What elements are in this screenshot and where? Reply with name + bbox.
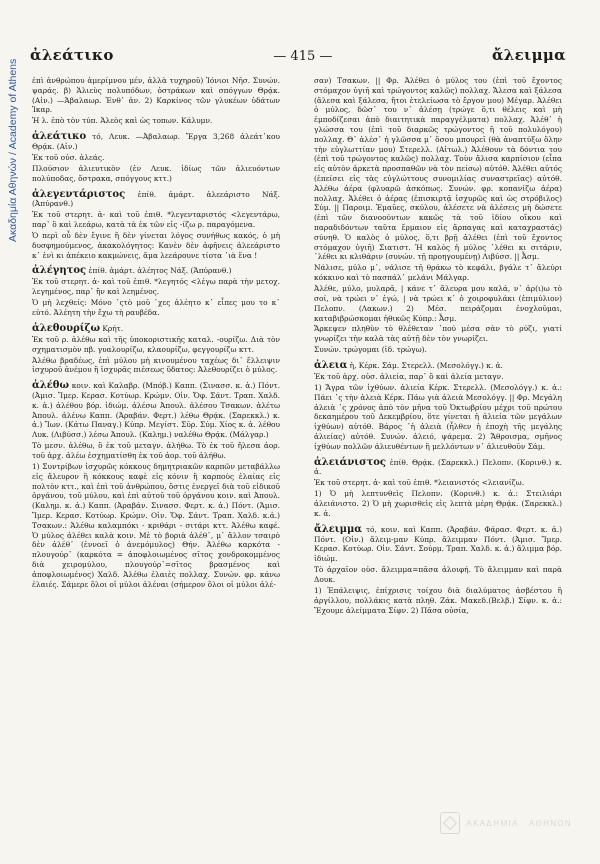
verse: Ἄρκεψεν πληθὺν τὸ θλέθεταν ᾽πού μέσα σὰν τὸ ρύζι, γιατί γνωρίζει τὴν καλὰ τὰς αὐτῇ δὲν τὸν γνωρίζει. <box>314 324 562 344</box>
lemma-word: ἀλειάνιστος <box>314 456 386 468</box>
paragraph: Ὁ μὴ λεχθείς: Μόνο ᾽ςτὸ μοῦ ᾽χες ἀλέητο κ᾽ εἶπες μου το κ᾽ εὐτό. Ἀλέητη τὴν ἔχω τὴ ραυβέδα. <box>32 298 280 318</box>
entry-headline: ἀλεια ἡ, Κέρκ. Σάμ. Στερελλ. (Μεσολόγγ.) κ. ἀ. <box>314 360 503 372</box>
entry-headline: ἀλεγεντάριστος ἐπίθ. ἀμάρτ. ἀλεεάριστο Νάξ. (Ἀπύρανθ.) <box>32 188 280 209</box>
lemma-word: ἀλεάτικο <box>32 131 87 143</box>
lemma-word: ἀλέγητος <box>32 265 87 277</box>
paragraph: Ἐκ τοῦ οὐσ. ἀλεάς. <box>32 152 105 162</box>
paragraph: σαν) Τσακων. || Φρ. Ἀλέθει ὁ μύλος του (ἐπὶ τοῦ ἔχοντος στόμαχον ὑγιῆ καὶ τρώγοντος καλῶς) πολλαχ. Ἄλεσα καὶ ξάλεσα (ἄλεσα καὶ ξάλεσα, ἤτοι ἐτελείωσα τὸ ἔργον μου) Μέγαρ. Ἀλέθει ὁ μύλος, δῶσ᾽ του ν᾽ ἀλέσῃ (τρώγε ὅ,τι θέλεις καὶ μὴ ἐμποδίζεσαι ἀπὸ διαιτητικὰ παραγγέλματα) πολλαχ. Ἀλέθ᾽ ἡ γλώσσα του (ἐπὶ τοῦ διαρκῶς τρώγοντος ἢ τοῦ πολυλόγου) πολλαχ. Θ᾽ ἀλέσ᾽ ἡ γλῶσσα μ᾽ ὅσου μπουρεῖ (θὰ ἀναπτύξω ὅλην τὴν εὐγλωττίαν μου) Στερελλ. (Αἰτωλ.) Ἀλέθουν τὰ δόντια του (ἐπὶ τοῦ τρώγοντος καλῶς) πολλαχ. Τοὺν ἄλισα καρπίσιον (εἶπα εἰς αὐτὸν ἀρκετὰ προσπαθῶν νὰ τὸν πείσω) αὐτόθ. Ἀλέθει αὐτός (ἐπείσει εἰς τὰς εὐγλώττους συνομιλίας συναστρεῖας) αὐτόθ. Ἀλέθω ἀέρα (φλυαρῶ ἀσκόπως. Συνών. φρ. κοπανίζω ἀέρα) πολλαχ. Ἀλέθει ὁ ἀέρας (ἐπισκιρτᾷ ἰσχυρῶς καὶ ὡς στρόβιλος) Σύμ. || Παροιμ. Ἐμαῦες, σκύλου, ἀλέσετε νὰ ἀλέσεις μὴ δώσετε (ἐπὶ τῶν διανοούντων κακῶς τὰ τοῦ ἰδίου οἴκου καὶ παραδιδόντων ταῦτα ἔρμαιον εἰς ἅρπαγας καὶ καταχραστάς) σύνηθ. Ὁ καλὸς ὁ μύλος, ὅ,τι βρῇ ἀλέθει (ἐπὶ τοῦ ἔχοντος στόμαχον ὑγιῆ) Σιατιστ. Ἡ καλὸς ἡ μύλος ᾽λέθει κι σιτάριν, ᾽λέθει κι κλιθάριν (συνών. τῇ προηγουμένῃ) Λιβύσσ. || Ἆσμ. <box>314 76 562 262</box>
lemma-word: ἀλεια <box>314 360 348 372</box>
paragraph: Τὸ ἀρχαῖον οὐσ. ἄλειμμα=πᾶσα ἀλοιφή. Τὸ ἄλειμμαν καὶ παρὰ Δουκ. <box>314 565 562 584</box>
entry-headline: ἀλέγητος ἐπίθ. ἀμάρτ. ἀλέητος Νάξ. (Ἀπύρανθ.) <box>32 265 232 277</box>
paragraph: Ἐκ τοῦ στερητ. ἀ- καὶ τοῦ ἐπιθ. *λειανιστός <λειανίζω. <box>314 478 525 488</box>
verse: Ἀλέθε, μύλο, μυλαρᾶ, | κάνε τ᾽ ἄλευρα μου καλά, ν᾽ ἀρ(ι)ω τὸ σοί, νὰ τρώει ν᾽ ἐγώ, | νὰ τρώει κ᾽ ὁ χοιροφυλάκι (ἐπιμύλιον) Πελοπν. (Λακων.) 2) Μέσ. πειράζομαι ἐνοχλοῦμαι, καταβιβρώσκομαι ἠθικῶς Κύπρ.: Ἆσμ. <box>314 284 562 323</box>
academy-watermark <box>440 806 572 840</box>
lemma-word: ἀλεγεντάριστος <box>32 188 126 200</box>
paragraph: 1) Ἄγρα τῶν ἰχθύων. ἁλιεία Κέρκ. Στερελλ. (Μεσολόγγ.) κ. ἀ.: Πάει ᾽ς τὴν ἁλειὰ Κέρκ. Πάω γιὰ ἁλειὰ Μεσολόγγ. || Φρ. Μεγάλη ἁλειὰ ᾽ς χρόνος ἀπὸ τὸν μῆνα τοῦ Ὀκτωβρίου μέχρι τοῦ πρώτου δεκαημέρου τοῦ Δεκεμβρίου, ὅτε γίνεται ἡ ἁλιεία τῶν μεγάλων ἰχθύων) αὐτόθ. Βάρος ᾽ἡ ἁλειὰ (ἦλθεν ἡ ἐποχὴ τῆς μεγάλης ἁλιείας) αὐτόθ. Συνών. ἁλειό, ψάρεμα. 2) Ἄθροισμα, σμῆνος ἰχθύων πολλῶν ἀλιευθέντων ἢ μελλόντων ν᾽ ἀλιευθοῦν Σάμ. <box>314 383 562 451</box>
side-link-academy[interactable]: Ακαδημία Αθηνών / Academy of Athens <box>7 58 19 242</box>
paragraph: Πλούσιον ἀλιευτικὸν (ἐν Λευκ. ἰδίως τῶν ἀλιευόντων πολύποδας, ὄστρακα, σπόγγους κττ.) <box>32 163 280 183</box>
left-column <box>32 76 280 800</box>
paragraph: 1) Ἐπάλειψις, ἐπίχρισις τοίχου διὰ διαλύματος ἀσβέστου ἢ ἀργίλλου, πολλάκις κατὰ πληθ. Ζάκ. Μακεδ.(Βελβ.) Σίφν. κ. ἀ.: Ἔχουμε ἀλείμματα Σίφν. 2) Πᾶσα οὐσία, <box>314 585 562 615</box>
lemma-word: ἀλεθουρίζω <box>32 322 100 334</box>
paragraph: 1) Συντρίβων ἰσχυρῶς κόκκους δημητριακῶν καρπῶν μεταβάλλω εἰς ἄλευρον ἢ κόκκους καφὲ εἰς κόνιν ἢ καρποὺς ἐλαίας εἰς πολτὸν κττ., καὶ ἐπὶ τοῦ ἀνθρώπου, ὅστις ἐνεργεῖ διὰ τοῦ εἰδικοῦ ὀργάνου, τοῦ μύλου, καὶ ἐπὶ αὐτοῦ τοῦ ὀργάνου κοιν. καὶ Ἀπουλ. (Καλημ. κ. ἀ.) Καππ. (Ἀραβάν. Σινασσ. Φερτ. κ. ἀ.) Πόντ. (Ἀμισ. Ἴμερ. Κερασ. Κοτύωρ. Κρώμν. Οἰν. Ὄφ. Σάντ. Τραπ. Χαλδ. κ.ἀ.) Τσακων.: Ἀλέθω καλαμπόκι - κριθάρι - σιτάρι κττ. Ἀλέθω καφέ. Ὁ μύλος ἀλέθει καλὰ κοιν. Μὲ τὸ βοριὰ ἀλέθ᾽, μ᾽ ἄλλον τσαιρὸ δὲν ἀλέθ᾽ (ἐννοεῖ ὁ ἀνεμόμυλος) Θήν. Ἀλέθω καρκότα - πλουγούρ᾽ (καρκότα = ἀποφλοιωμένος σῖτος χονδροκομμένος διὰ χειρομύλου, πλουγούρ᾽=σῖτος βρασμένος καὶ ἀποφλοιωμένος) Χαλδ. Ἀλέθω ἐλαιὲς πολλαχ. Συνών. φρ. κάνω ἐλαιές. Σάμερε ὅλοι οἱ μύλοι ἀλέναι (σήμερον ὅλοι οἱ μύλοι ἀλέ- <box>32 461 280 589</box>
entry-headline: ἀλεθουρίζω Κρήτ. <box>32 322 124 334</box>
entry-headline: ἀλέθω κοιν. καὶ Καλαβρ. (Μπόβ.) Καππ. (Σινασσ. κ. ἀ.) Πόντ. (Ἀμισ. Ἴμερ. Κερασ. Κοτύωρ. Κρώμν. Οἰν. Ὄφ. Σάντ. Τραπ. Χαλδ. κ. ἀ.) ἀλέθου βόρ. ἰδιώμ. ἀλέσω Ἀπουλ. ἀλέσου Τσακων. ἀλέτω Ἀπουλ. ἀλένω Καππ. (Ἀραβάν. Φερτ.) λέθω Θρᾴκ. (Σαρεκκλ.) κ. ἀ.) Ἴων. (Κάτω Παναγ.) Κύπρ. Μεγίστ. Σῦρ. Σύμ. Χίος κ. ἀ. λέθου Λυκ. (Λιβύσσ.) λέσω Ἀπουλ. (Καλημ.) ναλέθω Θρᾴκ. (Μάλγαρ.) <box>32 380 280 440</box>
paragraph: ἐπὶ ἀνθρώπου ἀμερίμνου μέν, ἀλλὰ τυχηροῦ) Ἰόνιοι Νῆσ. Συνών. ψαράς. β) Ἁλιεὺς πολυπόδων, ὀστράκων καὶ σπόγγων Θρᾴκ. (Αἰν.) —Ἀβαλαωρ. Ἐνθ᾽ ἀν. 2) Καρκίνος τῶν γλυκέων ὑδάτων Ἰκαρ. <box>32 76 280 115</box>
paragraph: Ἐκ τοῦ στερητ. ἀ- καὶ τοῦ ἐπιθ. *λεγενταριστός <λεγεντάρω, παρ᾽ ὃ καὶ λεεάρω, κατὰ τὰ ἐκ τῶν εἰς -ίζω ρ. παραγόμενα. <box>32 210 280 230</box>
watermark-right-word: ΑΘΗΝΩΝ <box>528 818 572 828</box>
watermark-left-word: ΑΚΑΔΗΜΙΑ <box>466 818 519 828</box>
verse: Νάλισε, μύλο μ᾽, νάλισε τῆ θράκω τὸ κεφάλι, βγάλε τ᾽ ἄλεύρι κόκκινο καὶ τὸ πασπάλ᾽ μελάνι Μάλγαρ. <box>314 263 562 283</box>
entry-headline: ἀλεάτικο τό, Λευκ. —Ἀβαλαωρ. Ἔργα 3,268 ἀλεάτ᾽κου Θρᾴκ. (Αἰν.) <box>32 131 280 151</box>
lemma-word: ἀλέθω <box>32 380 69 392</box>
header-right-word: ἄλειμμα <box>491 46 566 64</box>
entry-headline: ἀλειάνιστος ἐπίθ. Θρᾴκ. (Σαρεκκλ.) Πελοπν. (Κορινθ.) κ. ἀ. <box>314 456 562 477</box>
paragraph: 1) Ὁ μὴ λεπτυνθεὶς Πελοπν. (Κορινθ.) κ. ἀ.: Στειλιάρι ἀλειάνιστο. 2) Ὁ μὴ χωρισθεὶς εἰς λεπτὰ μέρη Θρᾴκ. (Σαρεκκλ.) κ. ἀ. <box>314 489 562 518</box>
page-header <box>30 46 566 66</box>
seal-icon <box>440 812 460 834</box>
paragraph: Ἐκ τοῦ στερητ. ἀ- καὶ τοῦ ἐπιθ. *λεγητός <λέγω παρὰ τὴν μετοχ. λεγημένος, παρ᾽ ἣν καὶ λεημένος. <box>32 277 280 297</box>
entry-headline: ἄλειμμα τό, κοιν. καὶ Καππ. (Ἀραβάν. Φάρασ. Φερτ. κ. ἀ.) Πόντ. (Οἰν.) ἄλειμ-μαν Κύπρ. ἄλειμμαν Πόντ. (Ἀμισ. Ἴμερ. Κερασ. Κοτύωρ. Οἰν. Σάντ. Σούρμ. Τραπ. Χαλδ. κ. ἀ.) ἄλιμμα βόρ. ἰδιώμ. <box>314 523 562 564</box>
paragraph: Ἐκ τοῦ ρ. ἀλέθω καὶ τῆς ὑποκοριστικῆς καταλ. -ουρίζω. Διὰ τὸν σχηματισμὸν πβ. γυαλουρίζω, κλαουρίζω, φεγγουρίζω κττ. <box>32 334 280 354</box>
right-column <box>314 76 562 800</box>
header-left-word: ἀλεάτικο <box>30 46 114 64</box>
paragraph: Ἐκ τοῦ ἀρχ. οὐσ. ἁλιεία, παρ᾽ ὃ καὶ ἁλεία μεταγν. <box>314 372 504 382</box>
paragraph: Τὸ μεσν. ἀλέθω, ὃ ἐκ τοῦ μεταγν. ἀλήθω. Τὸ ἐκ τοῦ ἤλεσα ἀορ. τοῦ ἀρχ. ἀλέω ἐσχηματίσθη ἐκ τοῦ ἀορ. τοῦ ἀλήθω. <box>32 441 280 460</box>
paragraph: Συνών. τρώγομαι (ἰδ. τρώγω). <box>314 345 427 355</box>
paragraph: Ἀλέθω βραδέως, ἐπὶ μύλου μὴ κινουμένου ταχέως δι᾽ ἔλλειψιν ἰσχυροῦ ἀνέμου ἢ ἰσχυρᾶς πιέσεως ὕδατος: Ἀλεθουρίζει ὁ μύλος. <box>32 355 280 375</box>
lemma-word: ἄλειμμα <box>314 523 362 535</box>
page-number: — 415 — <box>273 49 333 64</box>
paragraph: Ἡ λ. ἐπὸ τὸν τύπ. Ἀλεὸς καὶ ὡς τοπων. Κάλυμν. <box>32 116 213 126</box>
paragraph: Ὁ περὶ οὗ δὲν ἔγινε ἢ δὲν γίνεται λόγος συνήθως κακός, ὁ μὴ δυσφημούμενος, ἀκακολόγητος: Κανὲν δὲν ἀφῆνεις ἀλεεάριστο κ᾽ ἐνὶ κι ἀπέκειο κακμώνεις, ἄμα λεεάρουνε τίοτα ᾽ιὰ ἕνα ! <box>32 231 280 260</box>
